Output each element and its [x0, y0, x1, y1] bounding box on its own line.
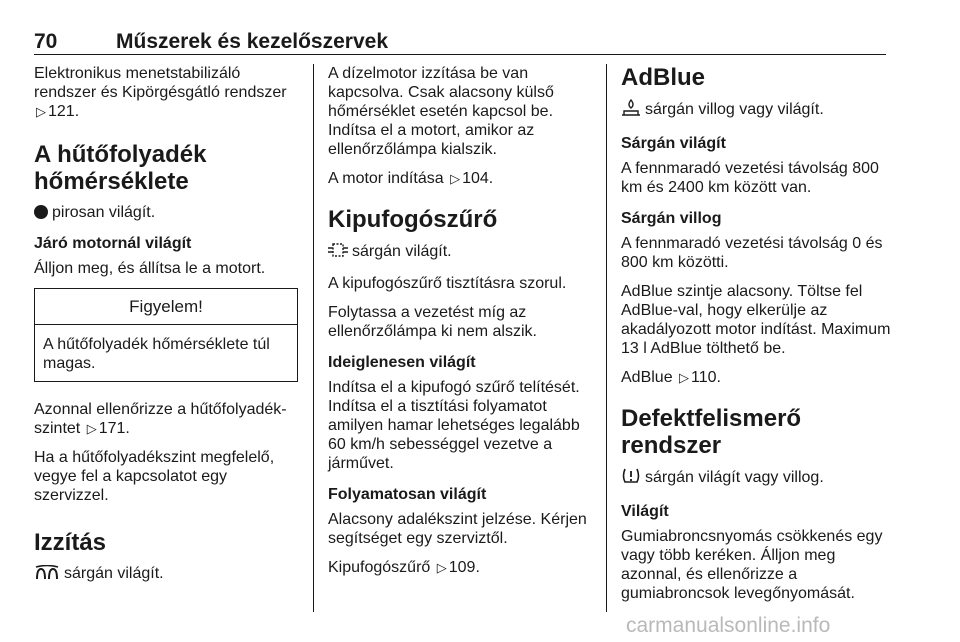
notice-body: A hűtőfolyadék hőmérséklete túl magas.	[43, 336, 270, 372]
yellow-flash-heading: Sárgán villog	[621, 210, 722, 227]
continuous-heading: Folyamatosan világít	[328, 486, 487, 503]
glow-plug-icon	[34, 565, 60, 586]
continuous-paragraph: Alacsony adalékszint jelzése. Kérjen segítséget egy szerviztől.	[328, 511, 587, 547]
adblue-icon	[621, 99, 641, 122]
page-header	[34, 24, 886, 55]
preheat-paragraph: sárgán világít.	[34, 564, 298, 586]
temporary-paragraph: Indítsa el a kipufogó szűrő telítését. Indítsa el a tisztítási folyamatot amilyen hamar lehetséges legalább 60 km/h sebességgel vezetve a járművet.	[328, 379, 580, 472]
intro-paragraph: Elektronikus menetstabilizáló rendszer és Kipörgésgátló rendszer ▷ 121.	[34, 65, 287, 120]
lit-heading: Világít	[621, 503, 669, 520]
yellow-flash-paragraph: A fennmaradó vezetési távolság 0 és 800 km közötti.	[621, 235, 883, 271]
tire-pressure-icon	[621, 467, 641, 490]
yellow-on-paragraph: A fennmaradó vezetési távolság 800 km és 2400 km között van.	[621, 160, 879, 196]
coolant-paragraph: pirosan világít.	[34, 203, 298, 222]
yellow-on-heading: Sárgán világít	[621, 135, 726, 152]
page-title: Műszerek és kezelőszervek	[116, 30, 389, 53]
running-paragraph: Álljon meg, és állítsa le a motort.	[34, 260, 266, 277]
watermark: carmanualsonline.info	[626, 614, 831, 637]
page-number: 70	[34, 30, 58, 53]
reference-arrow-icon: ▷	[436, 560, 447, 575]
running-heading: Járó motornál világít	[34, 235, 192, 252]
reference-arrow-icon: ▷	[86, 421, 97, 436]
reference-arrow-icon: ▷	[36, 104, 46, 119]
reference-arrow-icon: ▷	[450, 171, 461, 186]
lit-paragraph: Gumiabroncsnyomás csökkenés egy vagy több keréken. Álljon meg azonnal, és ellenőrizze a gumiabroncsok levegőnyomását.	[621, 528, 883, 602]
filter-reference: Kipufogószűrő ▷ 109.	[328, 559, 480, 576]
adblue-heading: AdBlue	[621, 64, 705, 91]
level-paragraph: Ha a hűtőfolyadékszint megfelelő, vegye fel a kapcsolatot egy szervizzel.	[34, 449, 275, 504]
column-left	[34, 64, 298, 596]
coolant-warning-icon	[34, 205, 48, 219]
adblue-low-paragraph: AdBlue szintje alacsony. Töltse fel AdBlue-val, hogy elkerülje az akadályozott motor indítást. Maximum 13 l AdBlue tölthető be.	[621, 283, 891, 357]
column-right	[621, 64, 891, 613]
engine-start-paragraph: A motor indítása ▷ 104.	[328, 170, 494, 187]
tpms-paragraph: sárgán világít vagy villog.	[621, 467, 891, 490]
notice-box	[34, 288, 298, 382]
filter-paragraph: sárgán világít.	[328, 241, 592, 264]
preheat-info-paragraph: A dízelmotor izzítása be van kapcsolva. Csak alacsony külső hőmérséklet esetén kapcsol be. Indítsa el a motort, amikor az ellenőrzőlámpa kialszik.	[328, 65, 554, 158]
column-divider	[606, 64, 607, 612]
filter-drive-paragraph: Folytassa a vezetést míg az ellenőrzőlámpa ki nem alszik.	[328, 304, 537, 340]
check-paragraph: Azonnal ellenőrizze a hűtőfolyadék-szintet ▷ 171.	[34, 401, 287, 437]
adblue-paragraph: sárgán villog vagy világít.	[621, 99, 891, 122]
tpms-heading: Defektfelismerő rendszer	[621, 405, 802, 459]
notice-title: Figyelem!	[35, 289, 297, 325]
exhaust-filter-icon	[328, 241, 348, 264]
column-middle	[328, 64, 592, 587]
filter-clean-paragraph: A kipufogószűrő tisztításra szorul.	[328, 275, 567, 292]
filter-heading: Kipufogószűrő	[328, 206, 498, 233]
column-divider	[313, 64, 314, 612]
temporary-heading: Ideiglenesen világít	[328, 354, 476, 371]
adblue-reference: AdBlue ▷ 110.	[621, 369, 721, 386]
coolant-heading: A hűtőfolyadék hőmérséklete	[34, 141, 207, 195]
reference-arrow-icon: ▷	[679, 370, 690, 385]
preheat-heading: Izzítás	[34, 529, 107, 556]
